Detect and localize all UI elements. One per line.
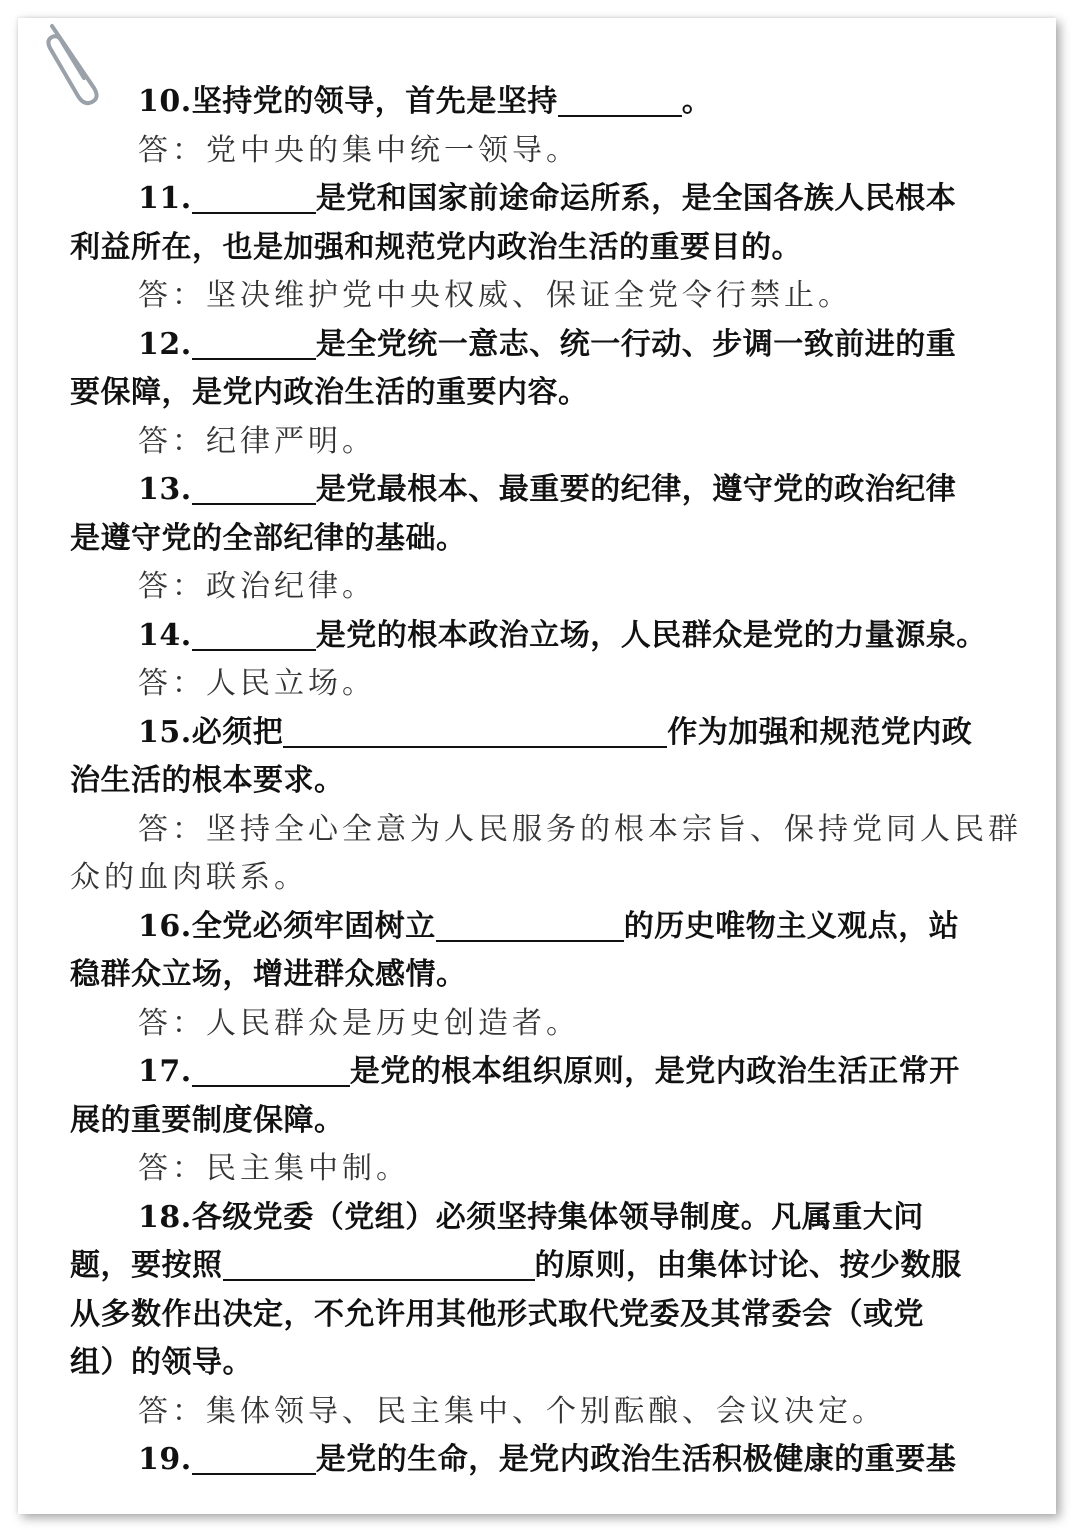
question-15: 15.必须把 作为加强和规范党内政 [70, 709, 1032, 758]
blank-line [192, 176, 316, 214]
question-18-cont-3: 组）的领导。 [70, 1345, 253, 1380]
answer-13: 答：政治纪律。 [138, 569, 376, 604]
question-15-cont: 治生活的根本要求。 [70, 763, 345, 798]
blank-line [192, 467, 316, 505]
question-16: 16.全党必须牢固树立 的历史唯物主义观点，站 [70, 903, 1032, 952]
document-page [18, 18, 1056, 1514]
answer-18: 答：集体领导、民主集中、个别酝酿、会议决定。 [138, 1393, 886, 1429]
answer-15: 答：坚持全心全意为人民服务的根本宗旨、保持党同人民群 [138, 811, 1022, 847]
question-17-cont: 展的重要制度保障。 [70, 1102, 345, 1138]
answer-10: 答：党中央的集中统一领导。 [138, 132, 580, 168]
answer-17: 答：民主集中制。 [138, 1151, 410, 1186]
question-18: 18.各级党委（党组）必须坚持集体领导制度。凡属重大问 [138, 1199, 924, 1235]
blank-line [223, 1243, 535, 1281]
blank-line [192, 1437, 316, 1475]
answer-16: 答：人民群众是历史创造者。 [138, 1005, 580, 1041]
blank-line [192, 1049, 350, 1087]
question-18-cont-1: 题，要按照 的原则，由集体讨论、按少数服 [70, 1242, 1032, 1291]
question-list [70, 78, 1032, 1485]
answer-15-cont: 众的血肉联系。 [70, 860, 308, 895]
question-14: 14. 是党的根本政治立场，人民群众是党的力量源泉。 [70, 612, 1032, 661]
question-13-cont: 是遵守党的全部纪律的基础。 [70, 520, 467, 556]
answer-11: 答：坚决维护党中央权威、保证全党令行禁止。 [138, 278, 852, 313]
blank-line [558, 79, 682, 117]
blank-line [192, 613, 316, 651]
question-12-cont: 要保障，是党内政治生活的重要内容。 [70, 375, 589, 410]
blank-line [192, 322, 316, 360]
question-11-cont: 利益所在，也是加强和规范党内政治生活的重要目的。 [70, 229, 802, 265]
blank-line [283, 710, 667, 748]
answer-14: 答：人民立场。 [138, 666, 376, 701]
question-12: 12. 是全党统一意志、统一行动、步调一致前进的重 [70, 321, 1032, 370]
question-17: 17. 是党的根本组织原则，是党内政治生活正常开 [70, 1048, 1032, 1097]
blank-line [436, 904, 624, 942]
answer-12: 答：纪律严明。 [138, 423, 376, 459]
question-18-cont-2: 从多数作出决定，不允许用其他形式取代党委及其常委会（或党 [70, 1296, 924, 1332]
question-10: 10.坚持党的领导，首先是坚持 。 [70, 78, 1032, 127]
question-13: 13. 是党最根本、最重要的纪律，遵守党的政治纪律 [70, 466, 1032, 515]
question-16-cont: 稳群众立场，增进群众感情。 [70, 957, 467, 992]
question-11: 11. 是党和国家前途命运所系，是全国各族人民根本 [70, 175, 1032, 224]
question-19: 19. 是党的生命，是党内政治生活积极健康的重要基 [70, 1436, 1032, 1485]
